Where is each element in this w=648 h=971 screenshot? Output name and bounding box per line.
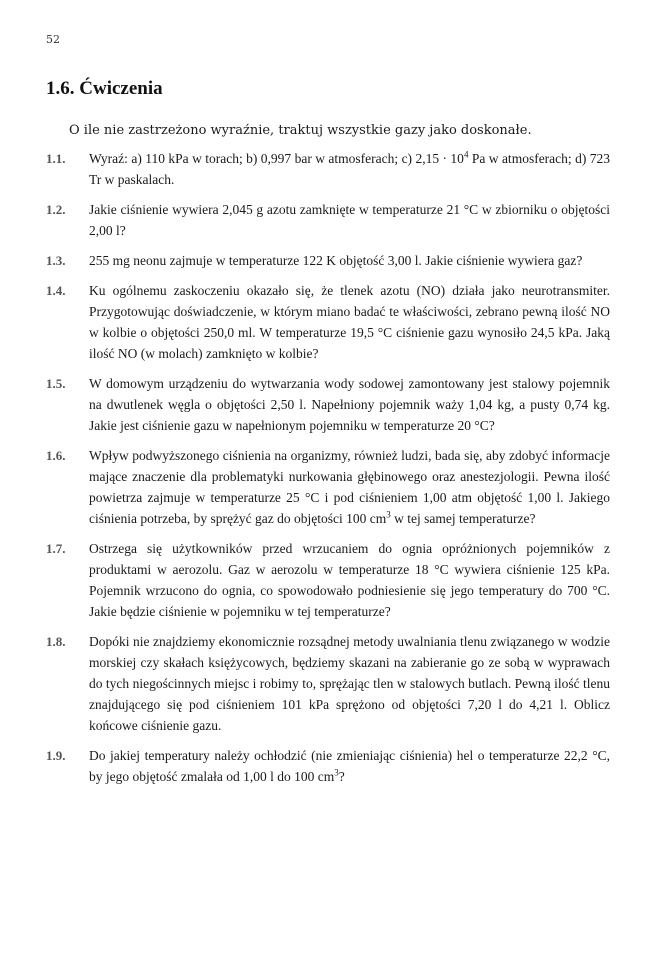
- exercise-item: [46, 373, 610, 436]
- exercise-number: 1.4.: [46, 283, 66, 298]
- exercise-item: [46, 148, 610, 190]
- exercise-text: Jakie ciśnienie wywiera 2,045 g azotu zamknięte w temperaturze 21 °C w zbiorniku o objętości 2,00 l?: [89, 202, 610, 238]
- exercise-item: [46, 250, 610, 271]
- exercise-text: Wpływ podwyższonego ciśnienia na organizmy, również ludzi, bada się, aby zdobyć informacje mające znaczenie dla problematyki nurkowania głębinowego oraz anestezjologii. Pewna ilość powietrza zajmuje w temperaturze 25 °C i pod ciśnieniem 1,00 atm objętość 1,00 l. Jakiego ciśnienia potrzeba, by sprężyć gaz do objętości 100 $cm^3$ w tej samej temperaturze?: [89, 448, 610, 526]
- exercise-item: [46, 538, 610, 622]
- exercise-item: [46, 631, 610, 736]
- exercise-item: [46, 199, 610, 241]
- exercise-number: 1.5.: [46, 376, 66, 391]
- exercise-text: Do jakiej temperatury należy ochłodzić (nie zmieniając ciśnienia) hel o temperaturze 22,2 °C, by jego objętość zmalała od 1,00 l do 100 $cm^3$?: [89, 748, 610, 784]
- exercise-text: 255 mg neonu zajmuje w temperaturze 122 K objętość 3,00 l. Jakie ciśnienie wywiera gaz?: [89, 253, 583, 268]
- exercise-text: Dopóki nie znajdziemy ekonomicznie rozsądnej metody uwalniania tlenu związanego w wodzie morskiej czy skałach księżycowych, będziemy skazani na zabieranie go ze sobą w wyprawach do tych niegościnnych miejsc i robimy to, sprężając tlen w stalowych butlach. Pewną ilość tlenu znajdującego się pod ciśnieniem 101 kPa sprężono od objętości 7,20 l do 4,21 l. Oblicz końcowe ciśnienie gazu.: [89, 634, 610, 733]
- exercise-number: 1.7.: [46, 541, 66, 556]
- exercise-text: Ostrzega się użytkowników przed wrzucaniem do ognia opróżnionych pojemników z produktami w aerozolu. Gaz w aerozolu w temperaturze 18 °C wywiera ciśnienie 125 kPa. Pojemnik wrzucono do ognia, co spowodowało podniesienie się jego temperatury do 700 °C. Jakie będzie ciśnienie w pojemniku w tej temperaturze?: [89, 541, 610, 619]
- exercise-text: Wyraź: a) 110 kPa w torach; b) 0,997 bar w atmosferach; c) $2,15 \cdot 10^4$ Pa w atmosferach; d) 723 Tr w paskalach.: [89, 149, 610, 187]
- exercise-number: 1.6.: [46, 448, 66, 463]
- exercise-text: Ku ogólnemu zaskoczeniu okazało się, że tlenek azotu (NO) działa jako neurotransmiter. Przygotowując doświadczenie, w którym miano badać te właściwości, zebrano pewną ilość NO w kolbie o objętości 250,0 ml. W temperaturze 19,5 °C ciśnienie gazu wynosiło 24,5 kPa. Jaką ilość NO (w molach) zamknięto w kolbie?: [89, 283, 610, 361]
- exercise-number: 1.3.: [46, 253, 66, 268]
- exercise-item: [46, 445, 610, 529]
- intro-text: O ile nie zastrzeżono wyraźnie, traktuj wszystkie gazy jako doskonałe.: [69, 123, 532, 138]
- exercise-text: W domowym urządzeniu do wytwarzania wody sodowej zamontowany jest stalowy pojemnik na dwutlenek węgla o objętości 2,50 l. Napełniony pojemnik waży 1,04 kg, a pusty 0,74 kg. Jakie jest ciśnienie gazu w napełnionym pojemniku w temperaturze 20 °C?: [89, 376, 610, 433]
- exercise-number: 1.1.: [46, 151, 66, 166]
- section-title: 1.6. Ćwiczenia: [46, 78, 163, 99]
- exercise-list: [46, 148, 610, 796]
- exercise-item: [46, 745, 610, 787]
- exercise-number: 1.8.: [46, 634, 66, 649]
- exercise-item: [46, 280, 610, 364]
- exercise-number: 1.2.: [46, 202, 66, 217]
- exercise-number: 1.9.: [46, 748, 66, 763]
- page-number: 52: [46, 33, 60, 46]
